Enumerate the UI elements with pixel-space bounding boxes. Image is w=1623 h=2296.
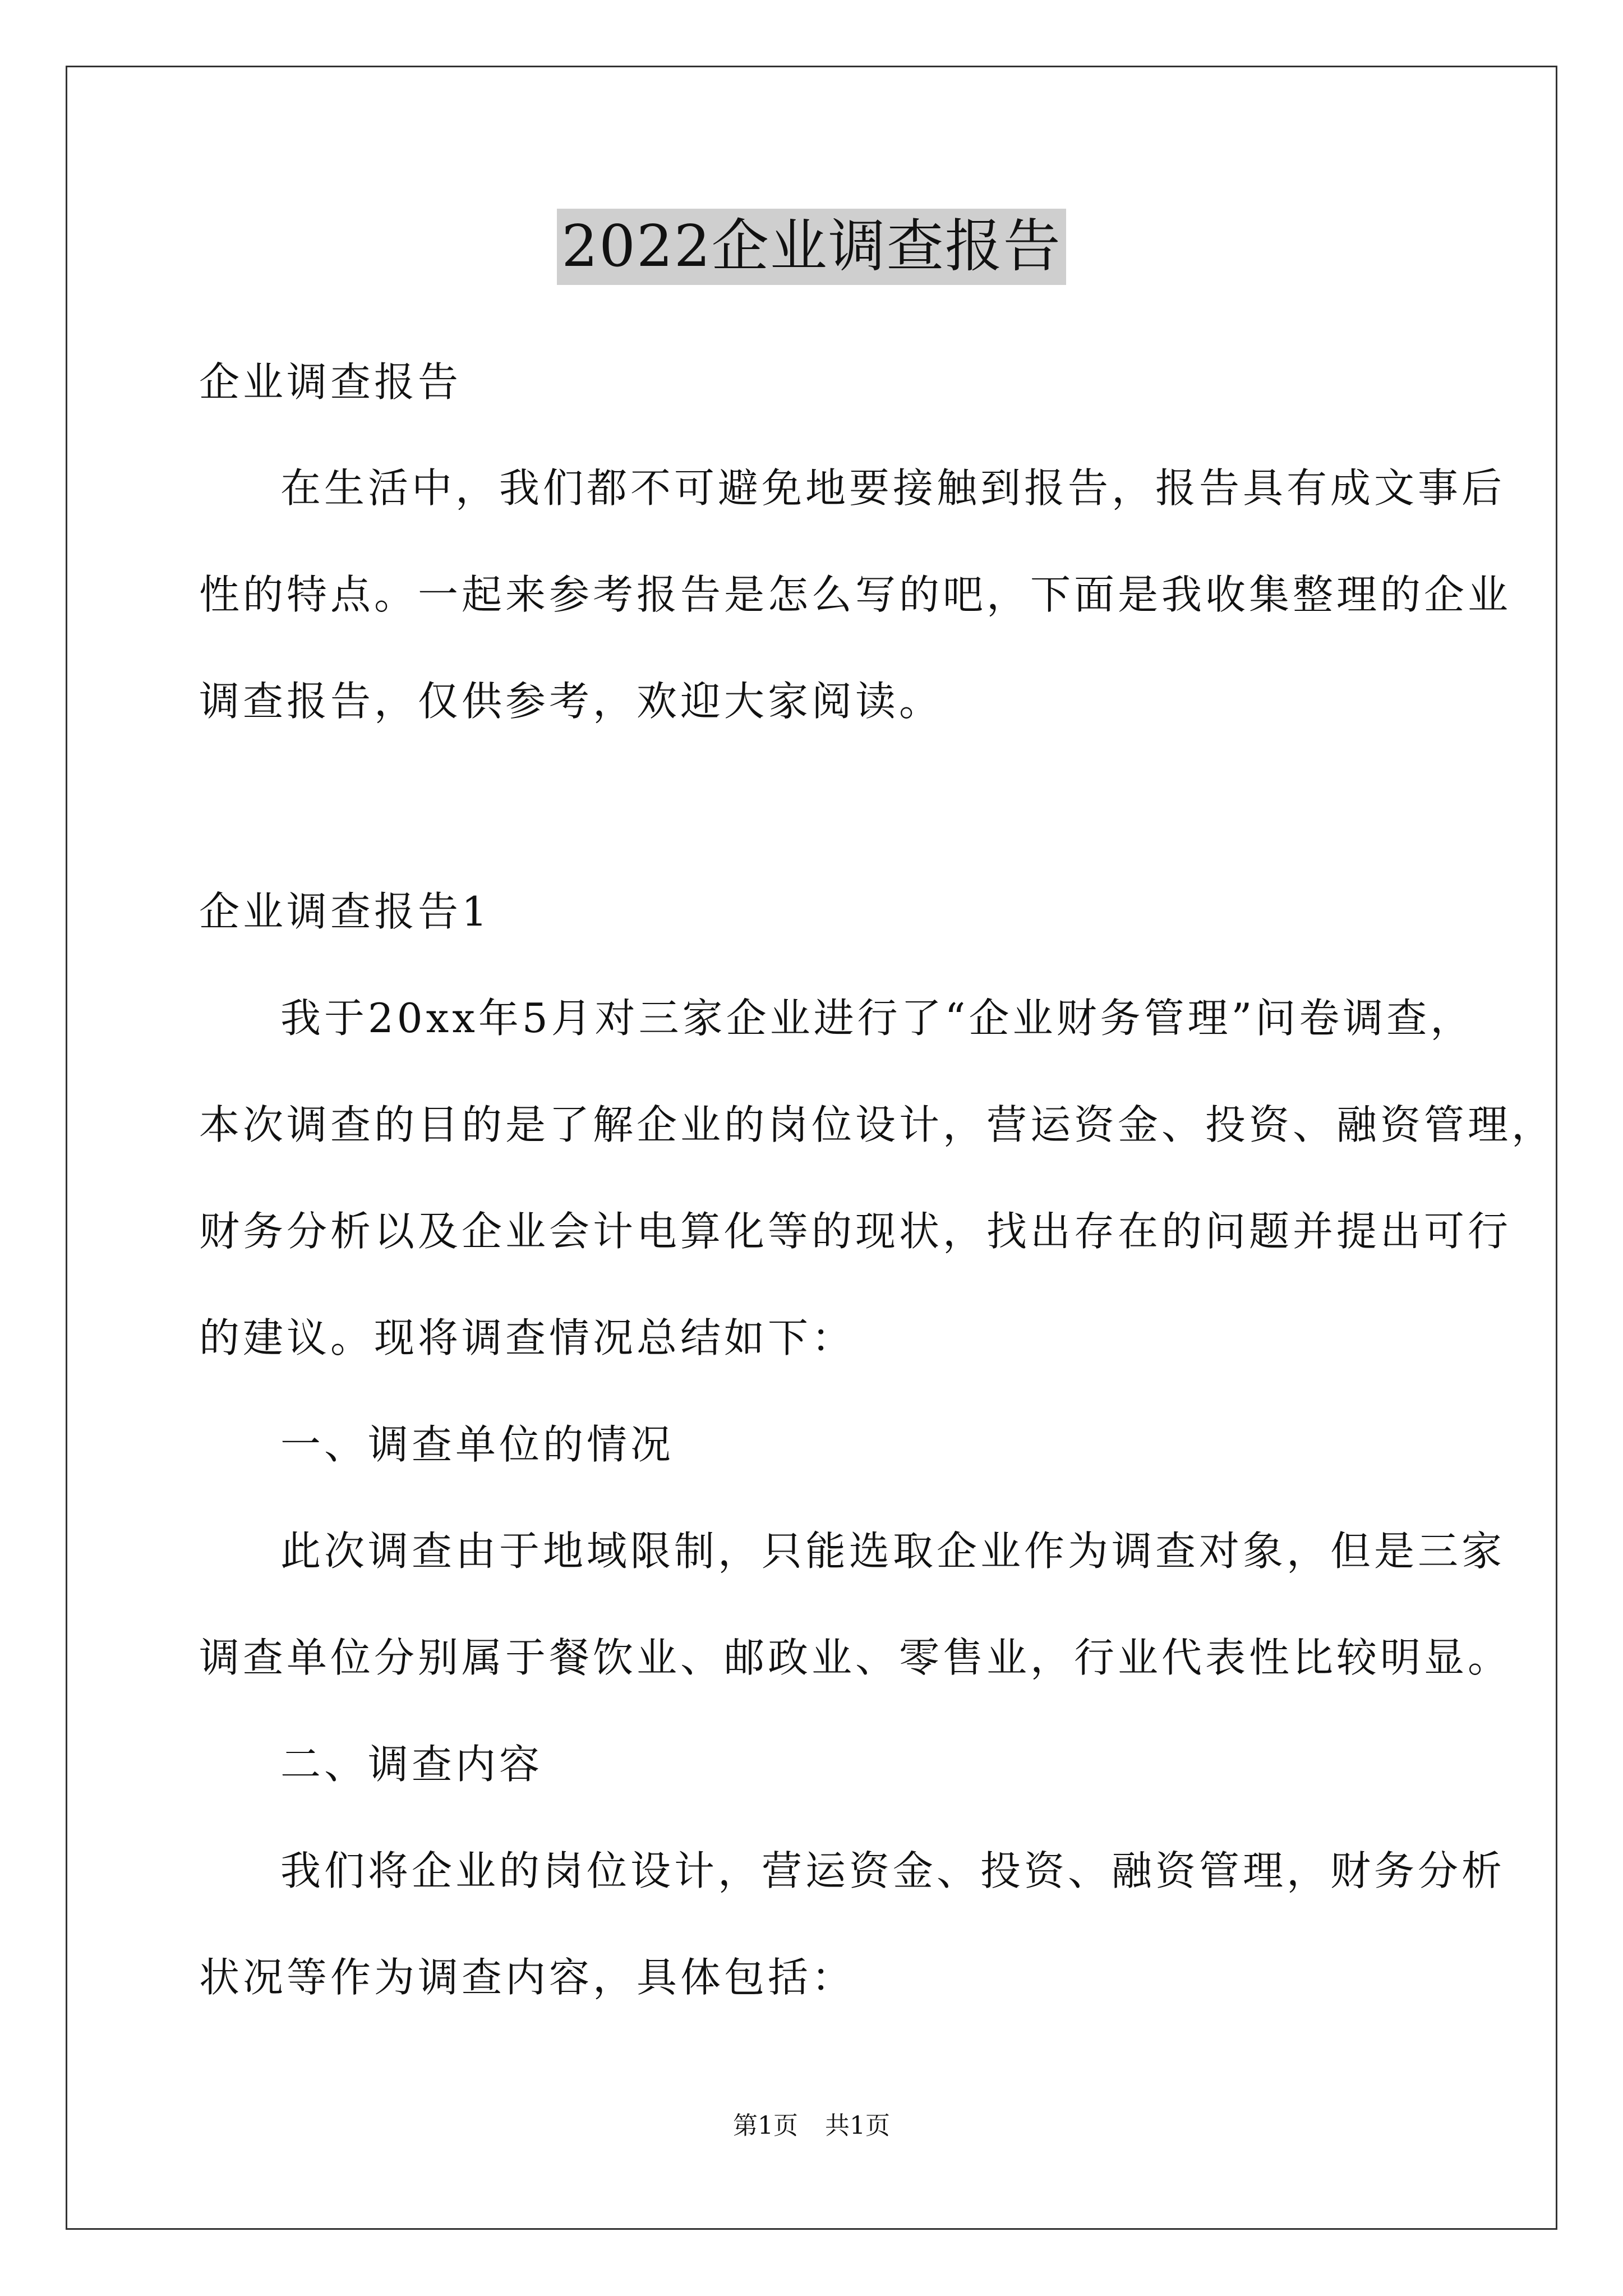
body-line-4: 的建议。现将调查情况总结如下：	[199, 1314, 856, 1361]
intro-line-2: 性的特点。一起来参考报告是怎么写的吧，下面是我收集整理的企业	[199, 571, 1512, 618]
heading-unit-situation: 一、调查单位的情况	[280, 1421, 675, 1468]
body-line-6: 此次调查由于地域限制，只能选取企业作为调查对象，但是三家	[280, 1527, 1506, 1575]
body-line-9: 我们将企业的岗位设计，营运资金、投资、融资管理，财务分析	[280, 1847, 1506, 1894]
heading-survey-content: 二、调查内容	[280, 1741, 543, 1788]
body-line-7: 调查单位分别属于餐饮业、邮政业、零售业，行业代表性比较明显。	[199, 1634, 1512, 1681]
body-line-1: 我于20xx年5月对三家企业进行了“企业财务管理”问卷调查，	[280, 995, 1474, 1042]
page-footer	[0, 2109, 1623, 2143]
body-line-3: 财务分析以及企业会计电算化等的现状，找出存在的问题并提出可行	[199, 1208, 1512, 1255]
title-wrap	[0, 209, 1623, 285]
document-title: 2022企业调查报告	[557, 209, 1066, 285]
body-line-10: 状况等作为调查内容，具体包括：	[199, 1954, 856, 2001]
page-number: 第1页	[733, 2111, 798, 2140]
intro-line-3: 调查报告，仅供参考，欢迎大家阅读。	[199, 678, 943, 725]
page-total: 共1页	[825, 2111, 890, 2140]
body-line-2: 本次调查的目的是了解企业的岗位设计，营运资金、投资、融资管理，	[199, 1101, 1556, 1148]
section-heading: 企业调查报告1	[199, 888, 491, 935]
subtitle: 企业调查报告	[199, 358, 462, 406]
intro-line-1: 在生活中，我们都不可避免地要接触到报告，报告具有成文事后	[280, 464, 1506, 512]
